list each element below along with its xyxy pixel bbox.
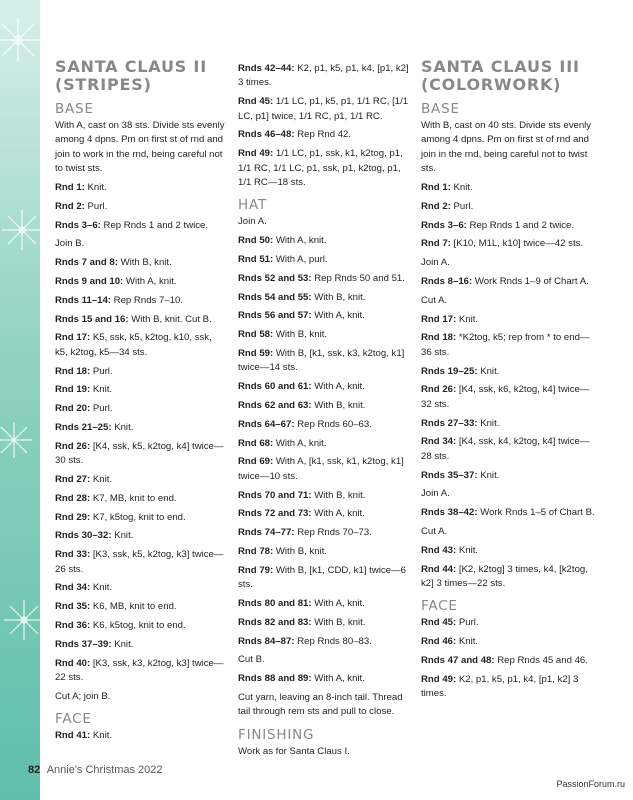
instruction-text: Join A.: [421, 257, 450, 269]
instruction-item: [55, 619, 225, 633]
round-label: Rnd 50:: [238, 235, 274, 247]
round-label: Rnds 72 and 73:: [238, 508, 312, 520]
round-label: Rnds 38–42:: [421, 507, 478, 519]
instruction-text: K6, k5tog, knit to end.: [90, 619, 186, 631]
instruction-text: K6, MB, knit to end.: [90, 601, 177, 613]
round-label: Rnd 79:: [238, 564, 274, 576]
round-label: Rnds 64–67:: [238, 418, 295, 430]
round-label: Rnds 21–25:: [55, 421, 112, 433]
instruction-text: Knit.: [111, 421, 134, 433]
instruction-text: Rep Rnds 45 and 46.: [494, 654, 588, 666]
round-label: Rnds 19–25:: [421, 365, 478, 377]
page-number: 82: [28, 764, 41, 776]
instruction-text: Rep Rnds 1 and 2 twice.: [100, 219, 209, 231]
watermark: PassionForum.ru: [556, 779, 625, 789]
instruction-item: [238, 672, 410, 686]
instruction-text: Rep Rnds 50 and 51.: [311, 272, 405, 284]
instruction-item: [238, 653, 410, 667]
round-label: Rnd 18:: [421, 332, 457, 344]
instruction-item: [238, 95, 410, 124]
instruction-text: Knit.: [456, 636, 479, 648]
instruction-item: [55, 529, 225, 543]
instruction-item: [55, 638, 225, 652]
intro-text: With B, cast on 40 sts. Divide sts evenly among 4 dpns. Pm on first st of rnd and join in the rnd, being careful not to twist sts.: [421, 120, 592, 175]
instruction-item: [238, 234, 410, 248]
instruction-text: With A, knit.: [311, 673, 365, 685]
column-santa-claus-iii: [421, 58, 599, 706]
round-label: Rnd 78:: [238, 545, 274, 557]
instruction-text: Rep Rnd 42.: [294, 129, 352, 141]
instruction-item: [421, 563, 599, 592]
instruction-text: Cut B.: [238, 654, 265, 666]
instruction-item: [421, 673, 599, 702]
round-label: Rnds 15 and 16:: [55, 313, 129, 325]
round-label: Rnd 2:: [421, 200, 451, 212]
round-label: Rnd 20:: [55, 403, 91, 415]
instruction-text: *K2tog, k5; rep from * to end—36 sts.: [421, 332, 590, 358]
section-heading-base: BASE: [55, 101, 94, 117]
instruction-text: Knit.: [90, 384, 113, 396]
round-label: Rnd 68:: [238, 437, 274, 449]
instruction-text: Join A.: [421, 488, 450, 500]
round-label: Rnd 44:: [421, 563, 457, 575]
instruction-text: With B, [k1, ssk, k3, k2tog, k1] twice—14 sts.: [238, 348, 405, 374]
round-label: Rnd 36:: [55, 619, 91, 631]
instruction-item: [421, 237, 599, 251]
instruction-list: [238, 62, 410, 190]
finishing-text: Work as for Santa Claus I.: [238, 745, 350, 757]
instruction-text: Knit.: [90, 582, 113, 594]
instruction-text: Work Rnds 1–9 of Chart A.: [472, 276, 589, 287]
instruction-item: [238, 291, 410, 305]
instruction-text: With A, knit.: [123, 276, 177, 287]
instruction-item: [421, 219, 599, 233]
instruction-item: [238, 272, 410, 286]
instruction-text: Knit.: [477, 365, 500, 377]
instruction-list: [421, 616, 599, 701]
instruction-item: [55, 256, 225, 270]
instruction-item: [421, 616, 599, 630]
instruction-text: Knit.: [456, 313, 479, 325]
instruction-text: [K3, ssk, k3, k2tog, k3] twice—22 sts.: [55, 657, 224, 683]
round-label: Rnd 1:: [55, 182, 85, 194]
instruction-item: [238, 215, 410, 229]
round-label: Rnds 11–14:: [55, 294, 111, 306]
instruction-text: Purl.: [456, 617, 479, 629]
pattern-title: SANTA CLAUS II (STRIPES): [55, 57, 207, 94]
instruction-item: [421, 469, 599, 483]
instruction-text: Cut yarn, leaving an 8-inch tail. Thread tail through rem sts and pull to close.: [238, 691, 403, 718]
round-label: Rnds 82 and 83:: [238, 616, 312, 628]
instruction-item: [55, 237, 225, 251]
instruction-text: Rep Rnds 7–10.: [111, 294, 183, 306]
round-label: Rnd 28:: [55, 492, 91, 504]
instruction-item: [55, 690, 225, 704]
instruction-text: Knit.: [477, 469, 500, 481]
round-label: Rnd 26:: [55, 440, 91, 452]
instruction-text: Purl.: [90, 403, 113, 415]
instruction-item: [421, 654, 599, 668]
round-label: Rnd 40:: [55, 657, 91, 669]
instruction-text: K7, k5tog, knit to end.: [90, 511, 186, 523]
instruction-text: Work Rnds 1–5 of Chart B.: [477, 507, 595, 519]
round-label: Rnds 54 and 55:: [238, 291, 312, 303]
round-label: Rnd 35:: [55, 601, 91, 613]
round-label: Rnds 46–48:: [238, 129, 295, 141]
instruction-text: 1/1 LC, p1, ssk, k1, k2tog, p1, 1/1 RC, 1/1 LC, p1, ssk, p1, k2tog, p1, 1/1 RC—18 sts.: [238, 148, 403, 189]
instruction-text: With B, knit. Cut B.: [128, 313, 212, 325]
instruction-item: [238, 455, 410, 484]
instruction-item: [238, 128, 410, 142]
instruction-text: [K10, M1L, k10] twice—42 sts.: [450, 238, 584, 250]
instruction-text: Cut A; join B.: [55, 690, 111, 702]
instruction-item: [421, 365, 599, 379]
instruction-text: Rep Rnds 60–63.: [294, 418, 372, 430]
instruction-text: K2, p1, k5, p1, k4, [p1, k2] 3 times.: [421, 673, 579, 700]
instruction-text: [K4, ssk, k4, k2tog, k4] twice—28 sts.: [421, 436, 590, 462]
instruction-text: With B, knit.: [273, 545, 328, 557]
round-label: Rnds 80 and 81:: [238, 597, 312, 609]
instruction-text: Knit.: [477, 417, 500, 429]
instruction-item: [55, 492, 225, 506]
instruction-item: [55, 313, 225, 327]
instruction-item: [55, 421, 225, 435]
instruction-item: [55, 402, 225, 416]
instruction-item: [55, 331, 225, 360]
instruction-item: [421, 544, 599, 558]
column-santa-claus-ii-continued: [238, 62, 410, 764]
round-label: Rnd 45:: [421, 617, 457, 629]
section-heading-hat: HAT: [238, 197, 267, 214]
section-heading-face: FACE: [421, 598, 458, 615]
instruction-item: [238, 147, 410, 190]
instruction-text: Knit.: [450, 182, 473, 194]
instruction-text: [K2, k2tog] 3 times, k4, [k2tog, k2] 3 times—22 sts.: [421, 563, 588, 589]
instruction-list: [55, 181, 225, 704]
instruction-item: [55, 219, 225, 233]
instruction-text: Purl.: [90, 365, 113, 377]
round-label: Rnds 47 and 48:: [421, 654, 495, 666]
round-label: Rnds 42–44:: [238, 63, 295, 74]
round-label: Rnds 62 and 63:: [238, 400, 312, 411]
instruction-item: [238, 564, 410, 593]
round-label: Rnd 19:: [55, 384, 91, 396]
instruction-item: [421, 275, 599, 289]
instruction-text: Rep Rnds 80–83.: [294, 635, 372, 647]
round-label: Rnds 37–39:: [55, 638, 112, 650]
instruction-text: Purl.: [84, 200, 108, 212]
section-heading-finishing: FINISHING: [238, 726, 315, 743]
instruction-item: [238, 489, 410, 503]
instruction-item: [421, 181, 599, 195]
round-label: Rnds 3–6:: [421, 219, 467, 231]
instruction-item: [238, 380, 410, 394]
instruction-text: Cut A.: [421, 525, 448, 537]
instruction-item: [55, 473, 225, 487]
instruction-item: [421, 200, 599, 214]
instruction-item: [421, 331, 599, 360]
instruction-list: [421, 181, 599, 591]
pattern-title: SANTA CLAUS III (COLORWORK): [421, 57, 580, 94]
round-label: Rnd 51:: [238, 254, 274, 266]
round-label: Rnds 88 and 89:: [238, 673, 312, 685]
intro-text: With A, cast on 38 sts. Divide sts evenly among 4 dpns. Pm on first st of rnd and join to work in the rnd, being careful not to twist sts.: [55, 120, 225, 175]
section-heading-base: BASE: [421, 101, 460, 117]
instruction-item: [238, 691, 410, 720]
round-label: Rnd 2:: [55, 200, 85, 212]
instruction-item: [55, 581, 225, 595]
instruction-item: [55, 600, 225, 614]
instruction-item: [55, 294, 225, 308]
instruction-text: 1/1 LC, p1, k5, p1, 1/1 RC, [1/1 LC, p1] twice, 1/1 RC, p1, 1/1 RC.: [238, 96, 409, 122]
snowflake-icon: [0, 0, 40, 800]
instruction-text: K2, p1, k5, p1, k4, [p1, k2] 3 times.: [238, 63, 409, 89]
instruction-text: With A, knit.: [311, 508, 365, 520]
instruction-item: [421, 417, 599, 431]
round-label: Rnd 45:: [238, 96, 274, 108]
round-label: Rnd 26:: [421, 384, 457, 396]
instruction-item: [238, 545, 410, 559]
instruction-item: [55, 383, 225, 397]
instruction-text: K7, MB, knit to end.: [90, 492, 177, 504]
instruction-item: [238, 328, 410, 342]
round-label: Rnd 58:: [238, 329, 274, 341]
instruction-item: [238, 616, 410, 630]
round-label: Rnd 34:: [421, 436, 457, 448]
instruction-text: K5, ssk, k5, k2tog, k10, ssk, k5, k2tog, k5—34 sts.: [55, 332, 212, 358]
instruction-item: [421, 506, 599, 520]
instruction-text: Knit.: [111, 530, 134, 542]
instruction-item: [421, 635, 599, 649]
instruction-item: [421, 435, 599, 464]
round-label: Rnds 70 and 71:: [238, 489, 312, 501]
instruction-text: With A, [k1, ssk, k1, k2tog, k1] twice—10 sts.: [238, 456, 404, 482]
round-label: Rnd 49:: [421, 673, 457, 685]
round-label: Rnds 9 and 10:: [55, 276, 124, 287]
instruction-text: With B, knit.: [273, 329, 328, 341]
snowflake-border: [0, 0, 40, 800]
instruction-text: Cut A.: [421, 294, 448, 306]
instruction-text: Knit.: [111, 638, 134, 650]
publication-name: Annie's Christmas 2022: [46, 764, 163, 776]
instruction-item: [238, 253, 410, 267]
round-label: Rnd 17:: [55, 332, 91, 344]
round-label: Rnds 27–33:: [421, 417, 478, 429]
instruction-text: Knit.: [90, 473, 113, 485]
section-heading-face: FACE: [55, 711, 92, 728]
instruction-item: [55, 548, 225, 577]
instruction-item: [238, 418, 410, 432]
instruction-item: [55, 729, 225, 743]
instruction-text: With A, purl.: [273, 254, 328, 266]
instruction-item: [238, 437, 410, 451]
instruction-text: Knit.: [456, 544, 479, 556]
instruction-text: With A, knit.: [273, 437, 327, 449]
instruction-item: [421, 383, 599, 412]
round-label: Rnd 34:: [55, 582, 91, 594]
instruction-item: [55, 440, 225, 469]
round-label: Rnds 52 and 53:: [238, 272, 312, 284]
round-label: Rnd 17:: [421, 313, 457, 325]
page-footer: [28, 764, 163, 776]
round-label: Rnd 46:: [421, 636, 457, 648]
instruction-item: [421, 294, 599, 308]
instruction-text: [K3, ssk, k5, k2tog, k3] twice—26 sts.: [55, 549, 224, 575]
instruction-text: With B, knit.: [311, 400, 366, 411]
instruction-text: With B, knit.: [311, 616, 366, 628]
instruction-item: [421, 313, 599, 327]
instruction-item: [238, 526, 410, 540]
instruction-text: With A, knit.: [311, 381, 365, 393]
instruction-item: [421, 487, 599, 501]
column-santa-claus-ii: [55, 58, 225, 748]
instruction-text: With B, knit.: [117, 257, 172, 269]
round-label: Rnd 41:: [55, 730, 91, 742]
instruction-item: [238, 399, 410, 413]
instruction-text: With B, [k1, CDD, k1] twice—6 sts.: [238, 564, 406, 591]
instruction-text: Join A.: [238, 216, 267, 228]
instruction-item: [55, 275, 225, 289]
instruction-list: [55, 729, 225, 743]
instruction-list: [238, 215, 410, 719]
instruction-text: With A, knit.: [311, 597, 365, 609]
round-label: Rnd 59:: [238, 348, 274, 359]
instruction-text: [K4, ssk, k6, k2tog, k4] twice—32 sts.: [421, 384, 590, 410]
instruction-text: Rep Rnds 70–73.: [294, 527, 372, 539]
round-label: Rnds 7 and 8:: [55, 257, 118, 269]
round-label: Rnd 7:: [421, 238, 451, 250]
instruction-text: Knit.: [84, 182, 107, 194]
instruction-item: [238, 62, 410, 91]
instruction-item: [238, 597, 410, 611]
instruction-text: Join B.: [55, 238, 85, 250]
round-label: Rnd 69:: [238, 456, 274, 468]
instruction-text: Purl.: [450, 200, 474, 212]
instruction-item: [55, 181, 225, 195]
instruction-text: With B, knit.: [311, 291, 366, 303]
round-label: Rnds 60 and 61:: [238, 381, 312, 393]
instruction-text: With A, knit.: [273, 235, 327, 247]
round-label: Rnd 1:: [421, 182, 451, 194]
instruction-item: [421, 525, 599, 539]
instruction-item: [238, 507, 410, 521]
round-label: Rnds 35–37:: [421, 469, 478, 481]
instruction-text: Rep Rnds 1 and 2 twice.: [466, 219, 575, 231]
round-label: Rnd 43:: [421, 544, 457, 556]
instruction-item: [238, 347, 410, 376]
round-label: Rnds 3–6:: [55, 219, 101, 231]
instruction-item: [55, 200, 225, 214]
round-label: Rnd 33:: [55, 549, 91, 561]
instruction-item: [55, 365, 225, 379]
instruction-text: With B, knit.: [311, 489, 366, 501]
round-label: Rnds 56 and 57:: [238, 310, 312, 322]
instruction-text: [K4, ssk, k5, k2tog, k4] twice—30 sts.: [55, 440, 224, 467]
round-label: Rnd 18:: [55, 365, 91, 377]
round-label: Rnd 49:: [238, 148, 274, 160]
instruction-item: [55, 657, 225, 686]
round-label: Rnds 84–87:: [238, 635, 295, 647]
round-label: Rnds 30–32:: [55, 530, 112, 542]
instruction-item: [238, 635, 410, 649]
instruction-item: [238, 309, 410, 323]
instruction-item: [55, 511, 225, 525]
instruction-text: With A, knit.: [311, 310, 365, 322]
round-label: Rnds 8–16:: [421, 276, 473, 287]
round-label: Rnds 74–77:: [238, 527, 295, 539]
round-label: Rnd 29:: [55, 511, 91, 523]
instruction-text: Knit.: [90, 730, 113, 742]
round-label: Rnd 27:: [55, 473, 91, 485]
instruction-item: [421, 256, 599, 270]
